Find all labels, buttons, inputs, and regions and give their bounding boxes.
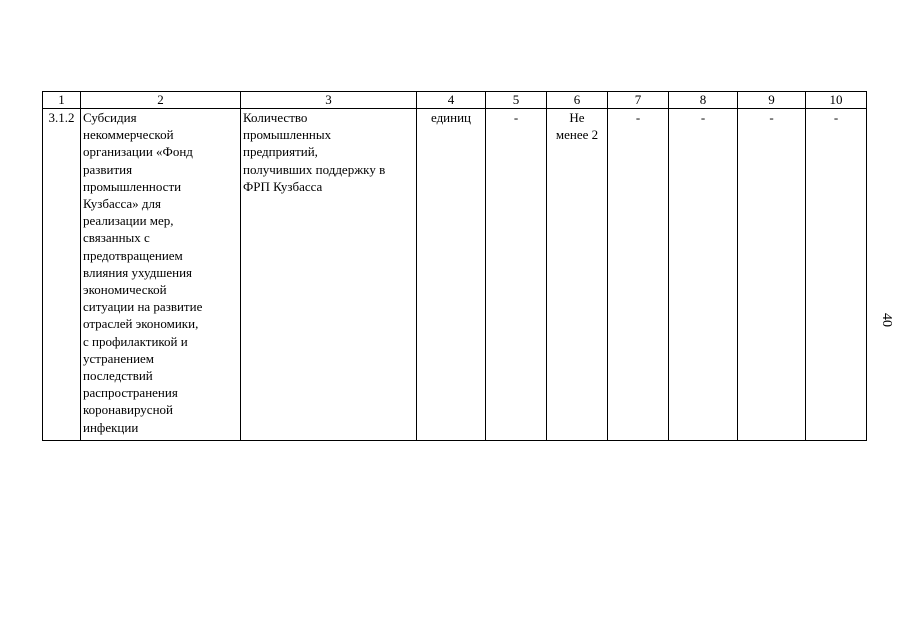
header-cell-10: 10: [806, 92, 867, 109]
col6-value: Не менее 2: [555, 110, 599, 143]
page-number: 40: [879, 313, 894, 327]
indicator-name: Количество промышленных предприятий, получивших поддержку в ФРП Кузбасса: [243, 110, 386, 194]
header-cell-7: 7: [608, 92, 669, 109]
table-header-row: [43, 92, 867, 109]
measure-name: Субсидия некоммерческой организации «Фонд развития промышленности Кузбасса» для реализации мер, связанных с предотвращением влияния ухудшения экономической ситуации на развитие отраслей экономики, с профилактикой и устранением последствий распространения коронавирусной инфекции: [83, 110, 203, 435]
col7-value: -: [635, 110, 641, 125]
col9-cell: [738, 109, 806, 441]
col8-value: -: [700, 110, 706, 125]
header-cell-4: 4: [417, 92, 486, 109]
header-cell-6: 6: [547, 92, 608, 109]
header-cell-2: 2: [81, 92, 241, 109]
col5-cell: [486, 109, 547, 441]
row-number: 3.1.2: [48, 110, 75, 125]
table-row: [43, 109, 867, 441]
header-cell-5: 5: [486, 92, 547, 109]
header-cell-9: 9: [738, 92, 806, 109]
indicator-name-cell: [241, 109, 417, 441]
row-number-cell: [43, 109, 81, 441]
unit-cell: [417, 109, 486, 441]
col10-value: -: [833, 110, 839, 125]
header-cell-1: 1: [43, 92, 81, 109]
unit-value: единиц: [430, 110, 472, 125]
col6-cell: [547, 109, 608, 441]
col8-cell: [669, 109, 738, 441]
col5-value: -: [513, 110, 519, 125]
col7-cell: [608, 109, 669, 441]
col9-value: -: [769, 110, 774, 125]
header-cell-3: 3: [241, 92, 417, 109]
col10-cell: [806, 109, 867, 441]
header-cell-8: 8: [669, 92, 738, 109]
indicators-table: [42, 91, 867, 441]
measure-name-cell: [81, 109, 241, 441]
